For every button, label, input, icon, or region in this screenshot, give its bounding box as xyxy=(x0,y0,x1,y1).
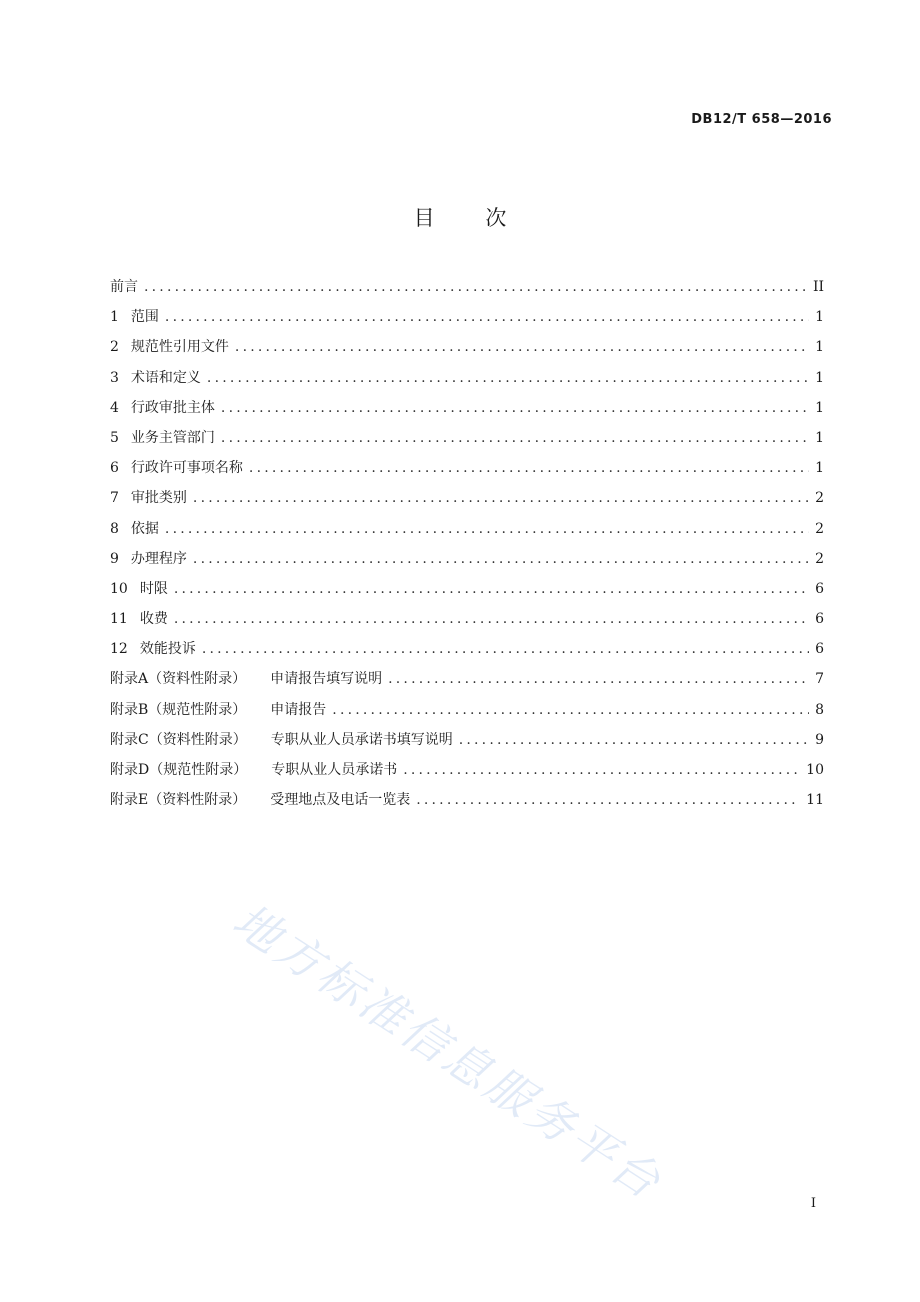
toc-entry-title: 行政审批主体 xyxy=(130,399,215,416)
toc-leader-dots xyxy=(388,671,809,687)
toc-appendix-page: 9 xyxy=(815,731,824,748)
toc-appendix-label: 附录E（资料性附录） xyxy=(110,792,247,809)
toc-entry-number: 4 xyxy=(110,399,119,416)
toc-appendix-entry[interactable] xyxy=(110,729,824,759)
toc-leader-dots xyxy=(249,460,809,476)
toc-appendix-title: 申请报告填写说明 xyxy=(270,671,383,688)
toc-entry-number: 12 xyxy=(110,641,128,658)
toc-appendix-title: 专职从业人员承诺书填写说明 xyxy=(270,731,453,748)
toc-entry[interactable] xyxy=(110,276,824,306)
toc-appendix-entry[interactable] xyxy=(110,789,824,819)
toc-entry-page: 1 xyxy=(815,460,824,477)
toc-leader-dots xyxy=(207,370,809,386)
toc-entry[interactable] xyxy=(110,608,824,638)
toc-entry-title: 审批类别 xyxy=(130,490,187,507)
toc-appendix-label: 附录D（规范性附录） xyxy=(110,762,248,778)
table-of-contents xyxy=(110,276,824,819)
toc-leader-dots xyxy=(174,581,809,597)
toc-appendix-title: 专职从业人员承诺书 xyxy=(271,762,398,778)
toc-entry-title: 行政许可事项名称 xyxy=(130,460,243,477)
toc-entry[interactable] xyxy=(110,397,824,427)
toc-entry-page: 6 xyxy=(815,641,824,658)
toc-entry[interactable] xyxy=(110,638,824,668)
toc-entry-page: 2 xyxy=(815,520,824,537)
toc-entry[interactable] xyxy=(110,548,824,578)
toc-leader-dots xyxy=(416,792,800,808)
toc-entry-page: 6 xyxy=(815,580,824,597)
toc-appendix-label: 附录A（资料性附录） xyxy=(110,671,247,688)
toc-entry-title: 范围 xyxy=(130,309,159,326)
toc-appendix-label: 附录C（资料性附录） xyxy=(110,731,247,748)
toc-entry-number: 3 xyxy=(110,369,119,386)
toc-entry-page: 1 xyxy=(815,399,824,416)
toc-leader-dots xyxy=(174,611,809,627)
toc-entry[interactable] xyxy=(110,457,824,487)
toc-leader-dots xyxy=(193,490,809,506)
toc-appendix-page: 7 xyxy=(815,671,824,688)
toc-appendix-page: 10 xyxy=(806,762,824,778)
toc-entry-title: 前言 xyxy=(110,279,138,295)
toc-entry-number: 11 xyxy=(110,611,128,628)
toc-leader-dots xyxy=(165,309,809,325)
toc-leader-dots xyxy=(403,762,800,778)
toc-entry-number: 8 xyxy=(110,520,119,537)
document-code: DB12/T 658—2016 xyxy=(691,112,832,127)
toc-entry-title: 术语和定义 xyxy=(130,369,201,386)
toc-appendix-entry[interactable] xyxy=(110,668,824,698)
toc-entry[interactable] xyxy=(110,306,824,336)
toc-entry-page: II xyxy=(812,279,824,295)
toc-leader-dots xyxy=(235,339,809,355)
toc-entry[interactable] xyxy=(110,336,824,366)
toc-entry-number: 6 xyxy=(110,460,119,477)
toc-leader-dots xyxy=(221,430,809,446)
toc-entry[interactable] xyxy=(110,518,824,548)
toc-appendix-title: 申请报告 xyxy=(270,701,327,718)
toc-entry-title: 业务主管部门 xyxy=(130,429,215,446)
toc-entry-page: 1 xyxy=(815,429,824,446)
toc-leader-dots xyxy=(459,732,809,748)
toc-entry-number: 10 xyxy=(110,580,128,597)
toc-entry-title: 办理程序 xyxy=(130,550,187,567)
toc-entry-page: 1 xyxy=(815,339,824,356)
toc-appendix-entry[interactable] xyxy=(110,759,824,789)
toc-entry-page: 6 xyxy=(815,611,824,628)
toc-entry-number: 1 xyxy=(110,309,119,326)
toc-entry-page: 2 xyxy=(815,550,824,567)
toc-appendix-title: 受理地点及电话一览表 xyxy=(270,792,411,809)
toc-appendix-page: 11 xyxy=(806,792,824,809)
toc-entry-number: 2 xyxy=(110,339,119,356)
toc-entry-title: 效能投诉 xyxy=(139,641,196,658)
page-number: I xyxy=(810,1196,816,1211)
toc-leader-dots xyxy=(193,551,809,567)
toc-entry-number: 9 xyxy=(110,550,119,567)
watermark: 地方标准信息服务平台 xyxy=(223,892,673,1211)
toc-entry-title: 时限 xyxy=(139,580,168,597)
toc-entry[interactable] xyxy=(110,487,824,517)
toc-entry-page: 2 xyxy=(815,490,824,507)
toc-leader-dots xyxy=(165,521,809,537)
toc-entry-page: 1 xyxy=(815,309,824,326)
toc-leader-dots xyxy=(221,400,809,416)
toc-entry-number: 5 xyxy=(110,429,119,446)
toc-leader-dots xyxy=(202,641,809,657)
toc-entry[interactable] xyxy=(110,427,824,457)
toc-entry-title: 依据 xyxy=(130,520,159,537)
toc-leader-dots xyxy=(144,279,807,295)
toc-entry-title: 收费 xyxy=(139,611,168,628)
toc-appendix-page: 8 xyxy=(815,701,824,718)
toc-entry-title: 规范性引用文件 xyxy=(130,339,229,356)
toc-leader-dots xyxy=(332,702,809,718)
page-title: 目 次 xyxy=(413,206,529,230)
toc-entry-page: 1 xyxy=(815,369,824,386)
toc-entry[interactable] xyxy=(110,578,824,608)
toc-appendix-label: 附录B（规范性附录） xyxy=(110,701,247,718)
toc-appendix-entry[interactable] xyxy=(110,699,824,729)
toc-entry-number: 7 xyxy=(110,490,119,507)
toc-entry[interactable] xyxy=(110,367,824,397)
